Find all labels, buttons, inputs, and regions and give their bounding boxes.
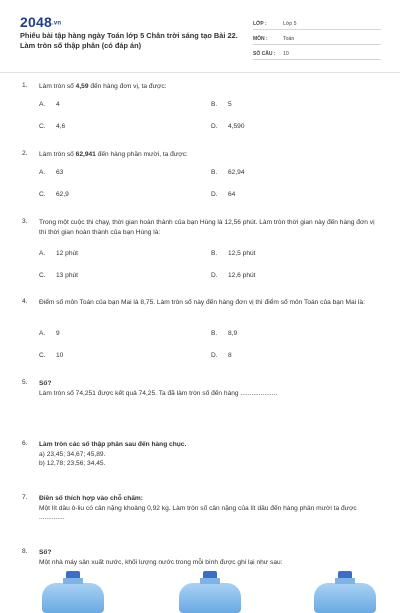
worksheet-header <box>0 0 400 73</box>
option-a[interactable]: A. 9 <box>39 330 60 337</box>
question-text: Điền số thích hợp vào chỗ chấm: Một lít dầu ô-liu có cân nặng khoảng 0,92 kg. Làm tròn số cân nặng của lít dầu đến hàng phần mười ta được .............. <box>39 495 357 521</box>
question-number: 6. <box>22 440 28 447</box>
question-text: Số? Làm tròn số 74,251 được kết quả 74,25. Ta đã làm tròn số đến hàng .................... <box>39 380 278 397</box>
worksheet-title: Phiếu bài tập hàng ngày Toán lớp 5 Chân trời sáng tạo Bài 22. Làm tròn số thập phân (có đáp án) <box>20 31 238 50</box>
water-bottle-image <box>42 571 104 611</box>
option-b[interactable]: B. 62,94 <box>211 169 245 176</box>
meta-subject-row <box>253 30 381 45</box>
option-d[interactable]: D. 12,6 phút <box>211 272 256 279</box>
question-number: 4. <box>22 298 28 305</box>
water-bottle-image <box>179 571 241 611</box>
question-text: Trong một cuộc thi chạy, thời gian hoàn thành của bạn Hùng là 12,56 phút. Làm tròn thời gian này đến hàng đơn vị thì thời gian hoàn thành của bạn Hùng là: <box>39 219 375 236</box>
meta-count-value: 10 <box>283 51 289 57</box>
question-text: Làm tròn số 4,59 đến hàng đơn vị, ta được: <box>39 83 167 90</box>
meta-subject-label: MÔN : <box>253 36 268 42</box>
option-c[interactable]: C. 62,9 <box>39 191 69 198</box>
option-a[interactable]: A. 12 phút <box>39 250 78 257</box>
question-text: Số? Một nhà máy sản xuất nước, khối lượng nước trong mỗi bình được ghi lại như sau: <box>39 549 283 566</box>
meta-class-label: LỚP : <box>253 21 267 27</box>
option-b[interactable]: B. 12,5 phút <box>211 250 256 257</box>
option-c[interactable]: C. 4,6 <box>39 123 66 130</box>
question-text: Điểm số môn Toán của bạn Mai là 8,75. Làm tròn số này đến hàng đơn vị thì điểm số môn Toán của bạn Mai là: <box>39 299 365 306</box>
meta-class-value: Lớp 5 <box>283 21 297 27</box>
meta-count-row <box>253 45 381 60</box>
option-d[interactable]: D. 4,590 <box>211 123 245 130</box>
option-a[interactable]: A. 63 <box>39 169 64 176</box>
question-number: 2. <box>22 150 28 157</box>
question-number: 3. <box>22 218 28 225</box>
meta-class-row <box>253 15 381 30</box>
question-number: 8. <box>22 548 28 555</box>
question-text: Làm tròn số 62,941 đến hàng phần mười, ta được: <box>39 151 188 158</box>
water-bottle-image <box>314 571 376 611</box>
option-c[interactable]: C. 10 <box>39 352 64 359</box>
question-number: 5. <box>22 379 28 386</box>
worksheet-meta <box>253 15 381 60</box>
question-number: 1. <box>22 82 28 89</box>
meta-subject-value: Toán <box>283 36 295 42</box>
option-a[interactable]: A. 4 <box>39 101 60 108</box>
option-d[interactable]: D. 64 <box>211 191 236 198</box>
option-b[interactable]: B. 5 <box>211 101 232 108</box>
meta-count-label: SỐ CÂU : <box>253 51 276 57</box>
option-d[interactable]: D. 8 <box>211 352 232 359</box>
question-text: Làm tròn các số thập phân sau đến hàng chục. a) 23,45; 34,67; 45,89. b) 12,78; 23,56; 34,45. <box>39 441 187 467</box>
site-logo[interactable]: 2048.vn <box>20 14 62 30</box>
option-b[interactable]: B. 8,9 <box>211 330 238 337</box>
option-c[interactable]: C. 13 phút <box>39 272 78 279</box>
question-number: 7. <box>22 494 28 501</box>
